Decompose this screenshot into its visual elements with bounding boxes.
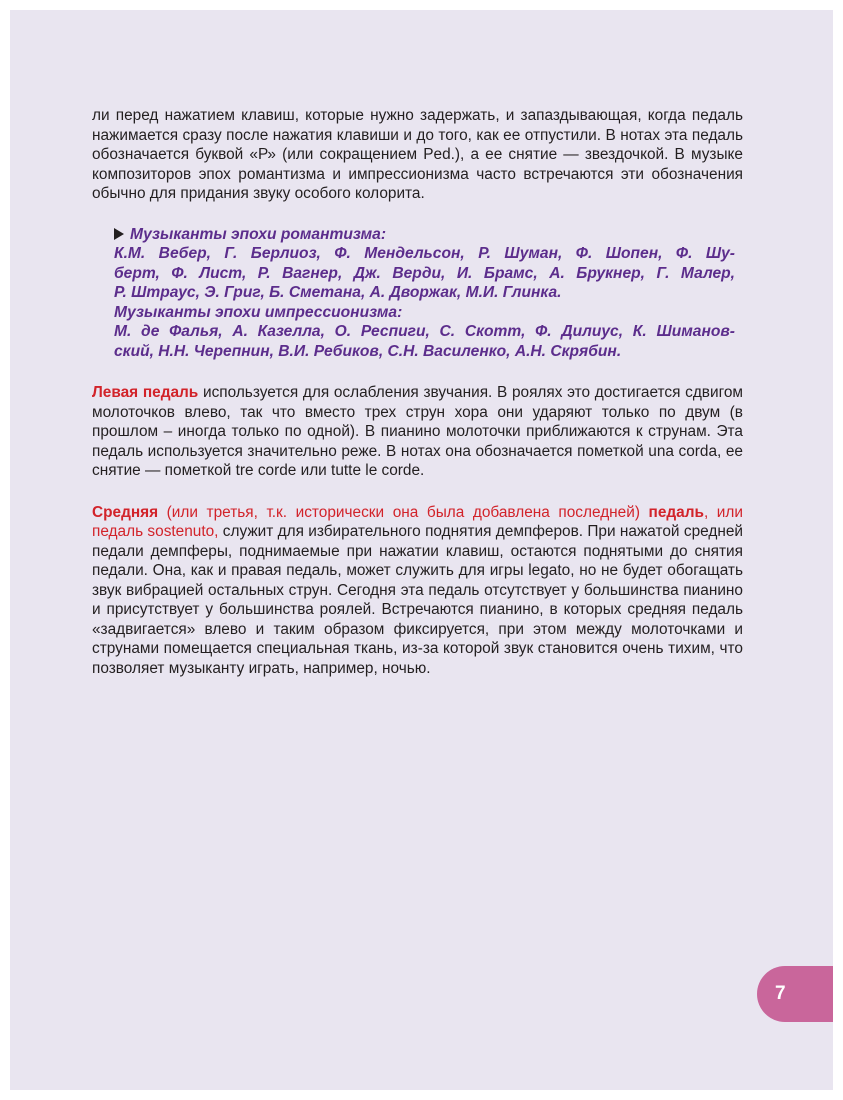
- middle-pedal-aside: (или третья, т.к. исторически она была добавлена последней): [158, 503, 649, 521]
- paragraph-left-pedal: [92, 383, 743, 481]
- romanticism-heading-line: [114, 225, 735, 245]
- middle-pedal-term-2: педаль: [648, 503, 704, 521]
- paragraph-pedal-notation: ли перед нажатием клавиш, которые нужно задержать, и запаздывающая, когда педаль нажимается сразу после нажатия клавиши и до того, как ее отпустили. В нотах эта педаль обозначается буквой «Р» (или сокращением Ped.), а ее снятие — звездочкой. В музыке композиторов эпох романтизма и импрессионизма часто встречаются эти обозначения обычно для придания звуку особого колорита.: [92, 107, 743, 202]
- impressionism-line-1: М. де Фалья, А. Казелла, О. Респиги, С. Скотт, Ф. Дилиус, К. Шиманов-: [114, 323, 735, 340]
- impressionism-heading: Музыканты эпохи импрессионизма:: [114, 303, 403, 321]
- spacer: [92, 204, 743, 225]
- romanticism-line-2: берт, Ф. Лист, Р. Вагнер, Дж. Верди, И. Брамс, А. Брукнер, Г. Малер,: [114, 264, 735, 282]
- middle-pedal-aside-2: , или педаль sostenuto,: [92, 503, 743, 540]
- impressionism-line-2: ский, Н.Н. Черепнин, В.И. Ребиков, С.Н. Василенко, А.Н. Скрябин.: [114, 342, 622, 360]
- middle-pedal-term: Средняя: [92, 503, 159, 521]
- romanticism-heading: Музыканты эпохи романтизма:: [130, 225, 387, 243]
- middle-pedal-text: служит для избирательного поднятия демпферов. При нажатой средней педали демпферы, поднимаемые при нажатии клавиш, остаются поднятыми до снятия педали. Она, как и правая педаль, может служить для игры legato, но не будет обогащать звук вибрацией остальных струн. Сегодня эта педаль отсутствует у большинства пианино и присутствует у большинства роялей. Встречаются пианино, в которых средняя педаль «задвигается» влево и таким образом фиксируется, при этом между молоточками и струнами помещается специальная ткань, из-за которой звук становится очень тихим, что позволяет музыканту играть, например, ночью.: [92, 523, 743, 677]
- romanticism-line-3: Р. Штраус, Э. Григ, Б. Сметана, А. Дворжак, М.И. Глинка.: [114, 284, 562, 301]
- text-column: [92, 106, 743, 678]
- triangle-right-icon: [114, 228, 124, 240]
- spacer: [92, 481, 743, 503]
- left-pedal-term: Левая педаль: [92, 384, 199, 401]
- paragraph-middle-pedal: [92, 503, 743, 679]
- composers-block: [114, 225, 735, 362]
- romanticism-line-1: К.М. Вебер, Г. Берлиоз, Ф. Мендельсон, Р. Шуман, Ф. Шопен, Ф. Шу-: [114, 245, 735, 262]
- spacer: [92, 361, 743, 383]
- page-number-tab: [757, 966, 833, 1022]
- page-number: 7: [775, 983, 786, 1004]
- left-pedal-text: используется для ослабления звучания. В роялях это достигается сдвигом молоточков влево, так что вместо трех струн хора они ударяют только по двум (в прошлом – иногда только по одной). В пианино молоточки приближаются к струнам. Эта педаль используется значительно реже. В нотах она обозначается пометкой una corda, ее снятие — пометкой tre corde или tutte le corde.: [92, 384, 743, 479]
